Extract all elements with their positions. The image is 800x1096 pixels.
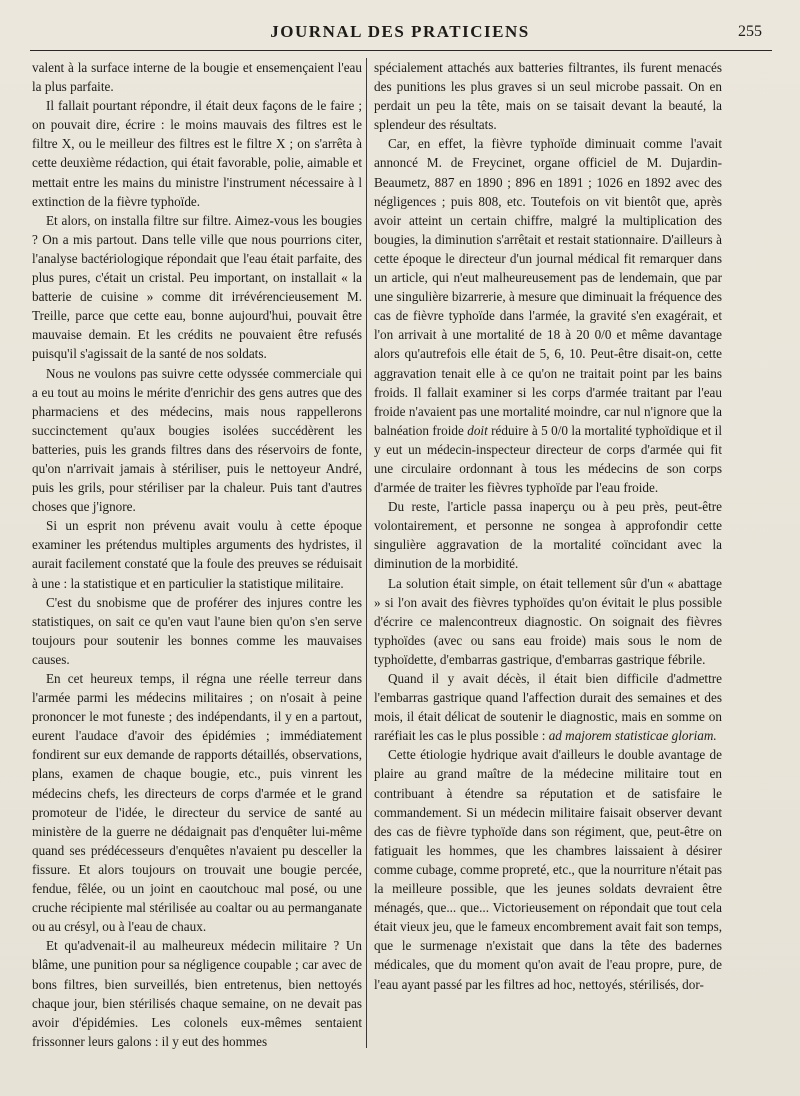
left-column	[32, 58, 362, 1051]
paragraph: Quand il y avait décès, il était bien difficile d'admettre l'embarras gastrique quand l'affection durait des semaines et des mois, il était délicat de soutenir le diagnostic, mais en somme on raréfiait les cas le plus possible : ad majorem statisticae gloriam.	[374, 671, 722, 744]
running-title: JOURNAL DES PRATICIENS	[270, 22, 530, 41]
right-column	[374, 58, 722, 994]
paragraph: Cette étiologie hydrique avait d'ailleurs le double avantage de plaire au grand maître de la médecine militaire tout en contribuant à étendre sa réputation et de satisfaire le commandement. Si un médecin militaire faisait observer devant des cas de fièvre typhoïde dans son régiment, que, peut-être on fatiguait les hommes, que les chambres laissaient à désirer comme cubage, comme propreté, etc., que la nourriture n'était pas la meilleure possible, que les jeunes soldats devraient être ménagés, que... que... Victorieusement on répondait que tout cela était vieux jeu, que le fameux encombrement avait fait son temps, que le surmenage n'existait que dans la tête des badernes médicales, que du moment qu'on avait de l'eau propre, pure, de l'eau ayant passé par les filtres ad hoc, nettoyés, stérilisés, dor-	[374, 747, 722, 992]
column-divider	[366, 58, 367, 1048]
paragraph: Il fallait pourtant répondre, il était deux façons de le faire ; on pouvait dire, écrire : le moins mauvais des filtres est le filtre X, ou le meilleur des filtres est le filtre X ; on s'arrêta à cette deuxième rédaction, qui était favorable, polie, aimable et mettait entre les mains du ministre l'instrument nécessaire à l extinction de la fièvre typhoïde.	[32, 98, 362, 209]
paragraph: Du reste, l'article passa inaperçu ou à peu près, peut-être volontairement, et personne ne songea à approfondir cette singulière aggravation de la mortalité coïncidant avec la diminution de la morbidité.	[374, 499, 722, 572]
paragraph: Nous ne voulons pas suivre cette odyssée commerciale qui a eu tout au moins le mérite d'enrichir des gens autres que des pharmaciens et des médecins, mais nous rappellerons succinctement qu'aux bougies isolées succédèrent les batteries, puis les grands filtres dans des réservoirs de fonte, qu'on n'arrivait jamais à stériliser, puis le nettoyeur André, puis les grils, pour stériliser par la chaleur. Puis tant d'autres choses que j'ignore.	[32, 365, 362, 515]
paragraph: En cet heureux temps, il régna une réelle terreur dans l'armée parmi les médecins militaires ; on n'osait à peine prononcer le mot funeste ; des indépendants, il y en a partout, eurent l'audace d'avoir des épidémies ; immédiatement fondirent sur eux demande de rapports détaillés, observations, plans, examen de chaque bougie, etc., puis vinrent les médecins chefs, les directeurs de corps d'armée et le grand promoteur de l'idée, le directeur du service de santé au ministère de la guerre ne dédaignait pas d'enquêter lui-même quand ses prédécesseurs d'enquêtes n'avaient pu desceller la fissure. Et alors toujours on trouvait une bougie percée, fendue, fêlée, ou un joint en caoutchouc mal posé, ou une cruche récipiente mal stérilisée au coaltar ou au permanganate ou au crésyl, ou à l'eau de chaux.	[32, 671, 362, 935]
paragraph: Et qu'advenait-il au malheureux médecin militaire ? Un blâme, une punition pour sa négligence coupable ; car avec de bons filtres, bien surveillés, bien entretenus, bien nettoyés chaque jour, bien stérilisés chaque semaine, on ne devait pas avoir d'épidémies. Les colonels eux-mêmes sentaient frissonner leurs galons : il y eut des hommes	[32, 938, 362, 1049]
header-rule	[30, 50, 772, 51]
paragraph: valent à la surface interne de la bougie et ensemençaient l'eau la plus parfaite.	[32, 60, 362, 95]
paragraph: Car, en effet, la fièvre typhoïde diminuait comme l'avait annoncé M. de Freycinet, organe officiel de M. Dujardin-Beaumetz, 887 en 1890 ; 896 en 1891 ; 1026 en 1892 avec des négligences ; puis 808, etc. Toutefois on vit bientôt que, après avoir atteint un certain chiffre, malgré la multiplication des bougies, la diminution s'arrêtait et restait stationnaire. D'ailleurs à cette époque le directeur d'un journal médical fit remarquer dans un article, qui n'eut malheureusement pas de lendemain, que par une singulière bizarrerie, à mesure que diminuait la fréquence des cas de fièvre typhoïde dans l'armée, la gravité s'en exagérait, et l'on arrivait à une mortalité de 18 à 20 0/0 et même davantage alors qu'autrefois elle était de 5, 6, 10. Peut-être disait-on, cette aggravation tenait elle à ce qu'on ne traitait point par les bains froids. Il fallait examiner si les corps d'armée traitant par l'eau froide n'avaient pas une mortalité moindre, car nul n'ignore que la balnéation froide doit réduire à 5 0/0 la mortalité typhoïdique et il y eut un médecin-inspecteur directeur de corps d'armée qui fit une circulaire ordonnant à tous les médecins de son corps d'armée de traiter les fièvres typhoïde par l'eau froide.	[374, 136, 723, 496]
page-number: 255	[738, 23, 762, 40]
paragraph: Si un esprit non prévenu avait voulu à cette époque examiner les prétendus multiples arguments des hydristes, il aurait facilement constaté que la foule des preuves se réduisait à une : la statistique et en particulier la statistique militaire.	[32, 518, 362, 591]
paragraph: Et alors, on installa filtre sur filtre. Aimez-vous les bougies ? On a mis partout. Dans telle ville que nous pourrions citer, l'analyse bactériologique répondait que l'eau était parfaite, des plus pures, c'était un cristal. Peu important, on installait « la batterie de cuisine » comme dit irrévérencieusement M. Treille, parce que cette eau, bonne aujourd'hui, pouvait être mauvaise demain. Et les crédits ne pouvaient être refusés puisqu'il s'agissait de la santé de nos soldats.	[32, 212, 362, 362]
paragraph: C'est du snobisme que de proférer des injures contre les statistiques, on sait ce qu'en vaut l'aune bien qu'on s'en serve toujours pour soutenir les bonnes comme les mauvaises causes.	[32, 594, 362, 667]
paragraph: La solution était simple, on était tellement sûr d'un « abattage » si l'on avait des fièvres typhoïdes qu'on évitait le plus possible d'écrire ce malencontreux diagnostic. On soignait des fièvres typhoïdes (avec ou sans eau froide) mais sous le nom de typhoïdette, d'embarras gastrique, d'embarras gastrique fébrile.	[374, 575, 722, 667]
page-header	[30, 14, 770, 50]
paragraph: spécialement attachés aux batteries filtrantes, ils furent menacés des punitions les plus graves si un seul microbe passait. On en perdait un peu la tête, mais on se taisait devant la beauté, la splendeur des résultats.	[374, 60, 722, 133]
